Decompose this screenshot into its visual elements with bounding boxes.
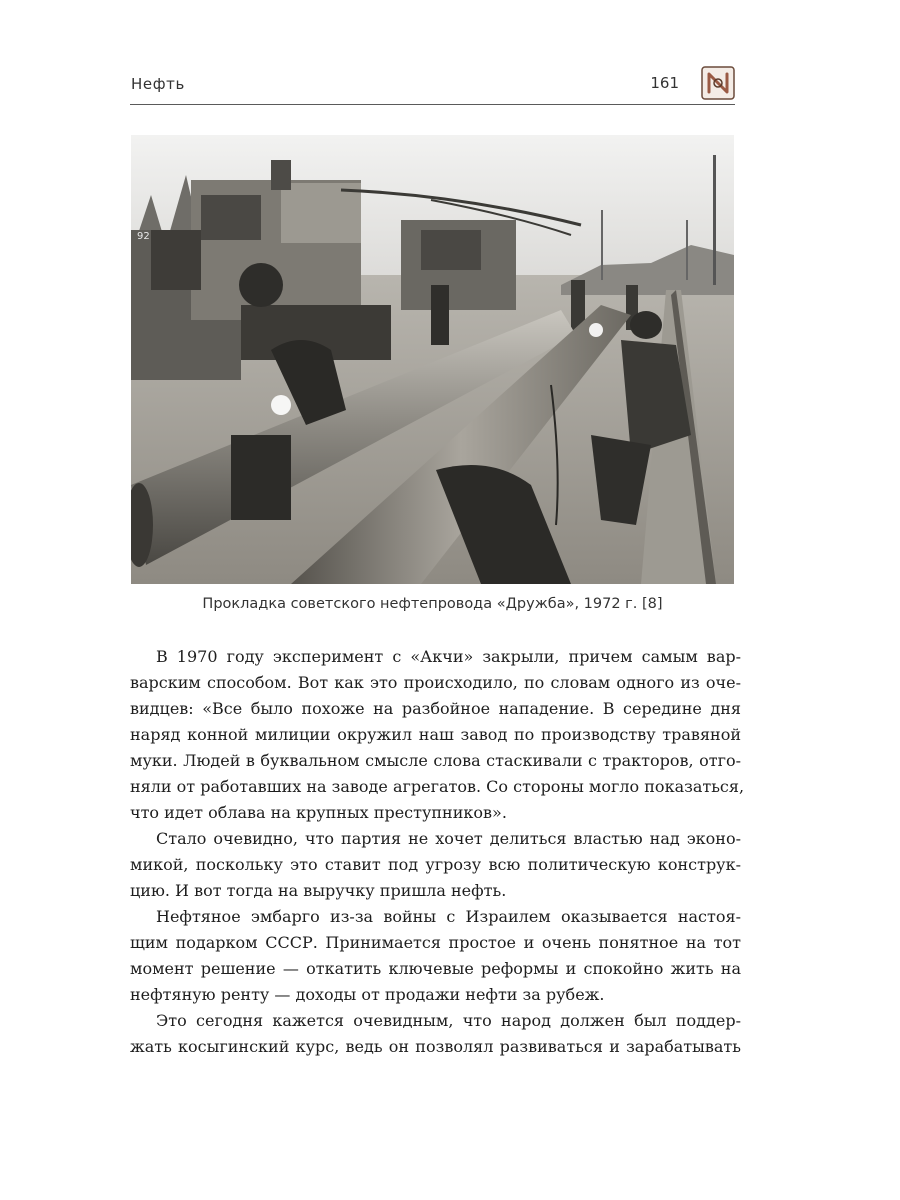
photo-vehicle-number: 92	[137, 231, 150, 242]
figure-caption: Прокладка советского нефтепровода «Дружба», 1972 г. [8]	[202, 596, 663, 612]
book-publisher-logo-icon	[701, 66, 735, 100]
text-line: Нефтяное эмбарго из-за войны с Израилем оказывается настоя-	[156, 907, 741, 926]
text-line: варским способом. Вот как это происходило, по словам одного из оче-	[130, 673, 741, 692]
page-number: 161	[650, 74, 679, 92]
text-line: Стало очевидно, что партия не хочет делиться властью над эконо-	[156, 829, 741, 848]
running-header	[130, 66, 735, 105]
text-line: видцев: «Все было похоже на разбойное нападение. В середине дня	[130, 699, 741, 718]
section-title: Нефть	[131, 75, 185, 93]
text-line: В 1970 году эксперимент с «Акчи» закрыли, причем самым вар-	[156, 647, 741, 666]
text-line: что идет облава на крупных преступников».	[130, 803, 507, 822]
text-line: муки. Людей в буквальном смысле слова стаскивали с тракторов, отго-	[130, 751, 741, 770]
text-line: няли от работавших на заводе агрегатов. Со стороны могло показаться,	[130, 777, 745, 796]
text-line: цию. И вот тогда на выручку пришла нефть.	[130, 881, 507, 900]
text-line: нефтяную ренту — доходы от продажи нефти за рубеж.	[130, 985, 605, 1004]
text-line: жать косыгинский курс, ведь он позволял развиваться и зарабатывать	[130, 1037, 741, 1056]
text-line: щим подарком СССР. Принимается простое и очень понятное на тот	[130, 933, 741, 952]
text-line: наряд конной милиции окружил наш завод по производству травяной	[130, 725, 741, 744]
text-line: момент решение — откатить ключевые реформы и спокойно жить на	[130, 959, 741, 978]
text-line: Это сегодня кажется очевидным, что народ должен был поддер-	[156, 1011, 741, 1030]
text-line: микой, поскольку это ставит под угрозу всю политическую конструк-	[130, 855, 741, 874]
pipeline-photo	[131, 135, 734, 584]
